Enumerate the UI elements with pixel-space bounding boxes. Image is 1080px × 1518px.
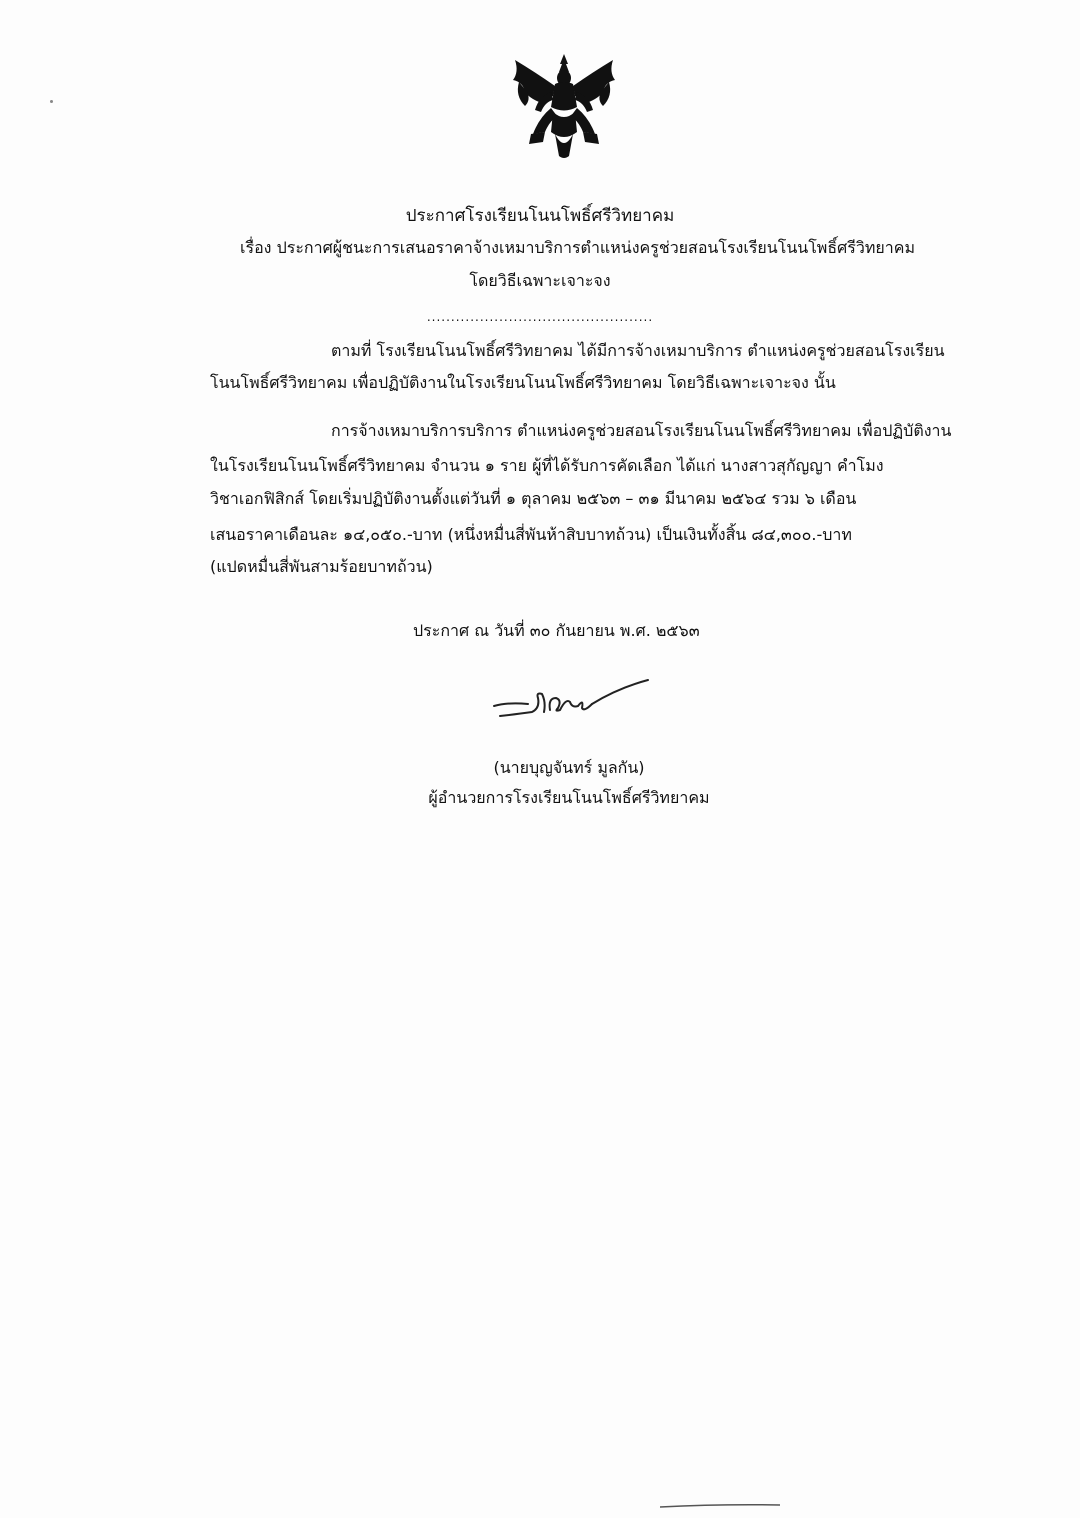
scan-speck <box>50 100 53 103</box>
paragraph-1-line-1: ตามที่ โรงเรียนโนนโพธิ์ศรีวิทยาคม ได้มีการจ้างเหมาบริการ ตำแหน่งครูช่วยสอนโรงเรียน <box>331 341 945 360</box>
paragraph-2-line-1: การจ้างเหมาบริการบริการ ตำแหน่งครูช่วยสอนโรงเรียนโนนโพธิ์ศรีวิทยาคม เพื่อปฏิบัติงาน <box>331 421 952 440</box>
handwritten-signature <box>488 668 658 738</box>
paragraph-2-line-4: เสนอราคาเดือนละ ๑๔,๐๕๐.-บาท (หนึ่งหมื่นสี่พันห้าสิบบาทถ้วน) เป็นเงินทั้งสิ้น ๘๔,๓๐๐.-บาท <box>210 525 852 544</box>
document-title: ประกาศโรงเรียนโนนโพธิ์ศรีวิทยาคม <box>405 206 675 226</box>
document-subject: เรื่อง ประกาศผู้ชนะการเสนอราคาจ้างเหมาบริการตำแหน่งครูช่วยสอนโรงเรียนโนนโพธิ์ศรีวิทยาคม <box>240 238 916 257</box>
garuda-emblem-icon <box>505 52 623 162</box>
signer-title: ผู้อำนวยการโรงเรียนโนนโพธิ์ศรีวิทยาคม <box>428 788 710 807</box>
signer-name: (นายบุญจันทร์ มูลกัน) <box>493 758 645 777</box>
announcement-date: ประกาศ ณ วันที่ ๓๐ กันยายน พ.ศ. ๒๕๖๓ <box>413 621 700 640</box>
scan-edge-mark <box>660 1504 780 1508</box>
paragraph-2-line-3: วิชาเอกฟิสิกส์ โดยเริ่มปฏิบัติงานตั้งแต่วันที่ ๑ ตุลาคม ๒๕๖๓ – ๓๑ มีนาคม ๒๕๖๔ รวม ๖ เดือน <box>210 489 857 508</box>
paragraph-1-line-2: โนนโพธิ์ศรีวิทยาคม เพื่อปฏิบัติงานในโรงเรียนโนนโพธิ์ศรีวิทยาคม โดยวิธีเฉพาะเจาะจง นั้น <box>210 373 836 392</box>
document-subject-continued: โดยวิธีเฉพาะเจาะจง <box>469 271 611 290</box>
paragraph-2-line-2: ในโรงเรียนโนนโพธิ์ศรีวิทยาคม จำนวน ๑ ราย ผู้ที่ได้รับการคัดเลือก ได้แก่ นางสาวสุกัญญา คำโมง <box>210 456 884 475</box>
separator-line: ............................................... <box>426 310 654 324</box>
paragraph-2-line-5: (แปดหมื่นสี่พันสามร้อยบาทถ้วน) <box>210 557 433 576</box>
